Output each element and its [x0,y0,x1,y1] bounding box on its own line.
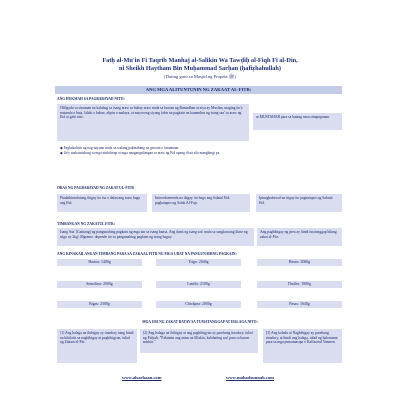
grid-cell: Chickpea: 2000g [156,301,241,308]
bullet-text: Ito'y makatutulong sa mga mahihirap at mga nangangailangan sa araw ng Eid upang di na sila manghingi pa. [63,150,221,155]
grid-cell: Pasas: 1640g [257,301,342,308]
bullet-item: ◆ Pagkakalinis ng nag-aayuno mula sa walang pakinabang na gawain o kasamaan. [60,146,180,150]
timbang-label: TIMBANGAN NG ZAKATUL FITR: [57,222,115,226]
hukum-side-box: at MUSTAHAB para sa batang nasa sinapupunan. [253,113,342,130]
oras-box-2: Inirerekomenda na ibigay ito bago ang Salatul Eid, pagkatapos ng Salah Al-Fajr. [152,194,250,212]
footer-link-alsarhaan[interactable]: www.alsarhaan.com [122,375,162,380]
grid-cell: Harina: 1400g [57,259,142,266]
hukum-text-box: Obligado sa sinuman na kalahug sa isang araw sa buhay araw mula sa buwan ng Ramadhan at siya ay Muslim, maging ito'y matanda o bata, lalaki o babae, alipin o malaya, at mayroong siyang labis na pagkain na kanambas ng isang saa' sa araw ng Eid at gabi nito. [57,104,249,141]
halaga-box-2: [2] Ang halaga na ibibigay at ang pagbibigyan ay parehong tinadory, tulad ng Fidyah: "Pakainin ang antas na Miskin, kalahating saa' para sa bawat miskin." [140,329,258,353]
timbang-side-box: Ang pagbibigay ng pera ay hindi tinatanggap bilang zakat al-Fitr. [257,228,342,246]
grid-cell: Semolina: 2000g [57,281,142,288]
section-heading-bar: ANG MGA ALITUNTUNIN NG ZAKAAT AL-FITR: [55,86,342,94]
grid-cell: Beans: 2060g [257,259,342,266]
grid-cell: Datiles: 1800g [257,281,342,288]
oras-label: ORAS NG PAGBABAYAD NG ZAKAT UL-FITR [57,186,134,190]
halaga-label: MGA URI NG ZAKAT BATAY SA TUMATANGGAP AT HALAGA NITO: [142,320,258,324]
grid-cell: Bigas: 2300g [57,301,142,308]
document-subtitle: (Dating guro sa Masjid ng Propeta ﷺ) [164,74,236,79]
oras-box-3: Ipinagbabawal na itigay ito pagkatapos ng Salatul Eid. [256,194,342,212]
bullet-item: ◆ Ito'y makatutulong sa mga mahihirap at mga nangangailangan sa araw ng Eid upang di na sila manghingi pa. [60,150,221,155]
grid-cell: Trigo: 2040g [156,259,241,266]
halaga-box-3: [3] Ang kaladu at Nagbibigay ay parehong tinadory, at hindi ang halaga, tulad ng halorumat para sa mga pumamasipa o Kaffaratul Yameen. [263,329,342,363]
document-title-line1: Fatḥ al-Mu'in Fi Taqrib Manhaj al-Salikin Wa Tawḍiḥ al-Fiqh Fi al-Din, [102,57,298,64]
bullet-text: Pagkakalinis ng nag-aayuno mula sa walang pakinabang na gawain o kasamaan. [63,146,180,150]
benefit-bullets [60,146,342,156]
hukum-label: ANG HUKMAH SA PAGBABAYAD NITO: [57,97,125,101]
halaga-box-1: [1] Ang halaga na ibibigay ay tinadory nang hindi na kikilatis sa nagbibigay at pagbibigyan, tulad ng Zakaat al-Fitr. [57,329,137,363]
oras-box-1: Pinahihintulutang ibigay ito isa o dalawang araw bago ang Eid. [57,194,147,212]
footer-link-mahadsunnah[interactable]: www.mahadsunnah.com [226,375,274,380]
grid-label: ANG KINAKAILANGAN TIMBANG PARA SA ZAKAAL FITR NG MGA URAT NA PANGUNAHING PAGKAIN: [57,252,237,256]
timbang-text-box: Isang Saa' (Gantang) ng pangunahing pagkain ng mga tao sa isang bansa. Ang dami ng isang saa' mula sa sangkawang klase ng trigo ay 2kg/ 40gramo. depende ito sa pangunahing pagkain ng isang bagay. [57,228,254,246]
grid-cell: Lentils: 2100g [156,281,241,288]
document-title-line2: ni Sheikh Haytham Bin Muḥammad Sarḥan (ḥafiẓhahullah) [118,65,281,72]
